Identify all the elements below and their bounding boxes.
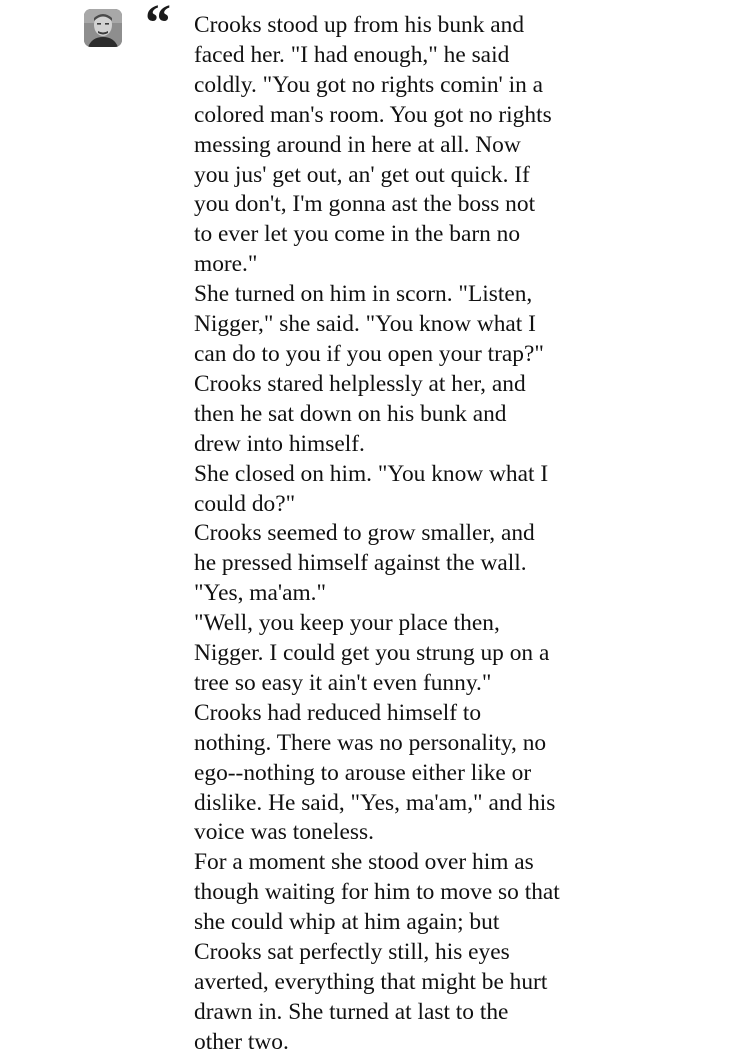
quote-line: ego--nothing to arouse either like or (194, 759, 532, 786)
quote-line: Crooks stood up from his bunk and (194, 12, 525, 38)
quote-line: coldly. "You got no rights comin' in a (194, 71, 544, 98)
quote-line: She turned on him in scorn. "Listen, (194, 281, 533, 308)
quote-line: messing around in here at all. Now (194, 131, 521, 158)
quote-line: drew into himself. (194, 430, 365, 457)
quote-line: For a moment she stood over him as (194, 849, 534, 876)
quote-line: Crooks had reduced himself to (194, 699, 482, 726)
quote-line: Crooks sat perfectly still, his eyes (194, 939, 510, 966)
quote-text (194, 11, 739, 1058)
quote-line: faced her. "I had enough," he said (194, 41, 510, 68)
quote-line: though waiting for him to move so that (194, 879, 560, 906)
quote-line: dislike. He said, "Yes, ma'am," and his (194, 789, 556, 816)
quote-line: then he sat down on his bunk and (194, 400, 507, 427)
quote-line: voice was toneless. (194, 819, 374, 846)
quote-line: more." (194, 251, 258, 278)
quote-line: Crooks seemed to grow smaller, and (194, 520, 535, 547)
quote-line: he pressed himself against the wall. (194, 550, 527, 577)
quote-line: colored man's room. You got no rights (194, 101, 552, 128)
quote-line: Nigger. I could get you strung up on a (194, 640, 550, 667)
quote-line: could do?" (194, 490, 296, 517)
quote-mark-icon: “ (145, 0, 171, 52)
author-avatar (84, 9, 122, 47)
quote-line: can do to you if you open your trap?" (194, 340, 544, 367)
quote-line: "Well, you keep your place then, (194, 610, 500, 637)
quote-line: to ever let you come in the barn no (194, 221, 521, 248)
quote-line: Nigger," she said. "You know what I (194, 311, 536, 338)
quote-line: nothing. There was no personality, no (194, 729, 547, 756)
quote-line: She closed on him. "You know what I (194, 460, 549, 487)
quote-line: other two. (194, 1028, 289, 1055)
author-portrait-icon (84, 9, 122, 47)
quote-line: drawn in. She turned at last to the (194, 998, 509, 1025)
quote-line: "Yes, ma'am." (194, 580, 327, 607)
quote-line: she could whip at him again; but (194, 909, 500, 936)
quote-line: you don't, I'm gonna ast the boss not (194, 191, 536, 218)
quote-line: tree so easy it ain't even funny." (194, 669, 492, 696)
quote-line: you jus' get out, an' get out quick. If (194, 161, 530, 188)
quote-line: averted, everything that might be hurt (194, 969, 548, 995)
quote-line: Crooks stared helplessly at her, and (194, 370, 526, 397)
